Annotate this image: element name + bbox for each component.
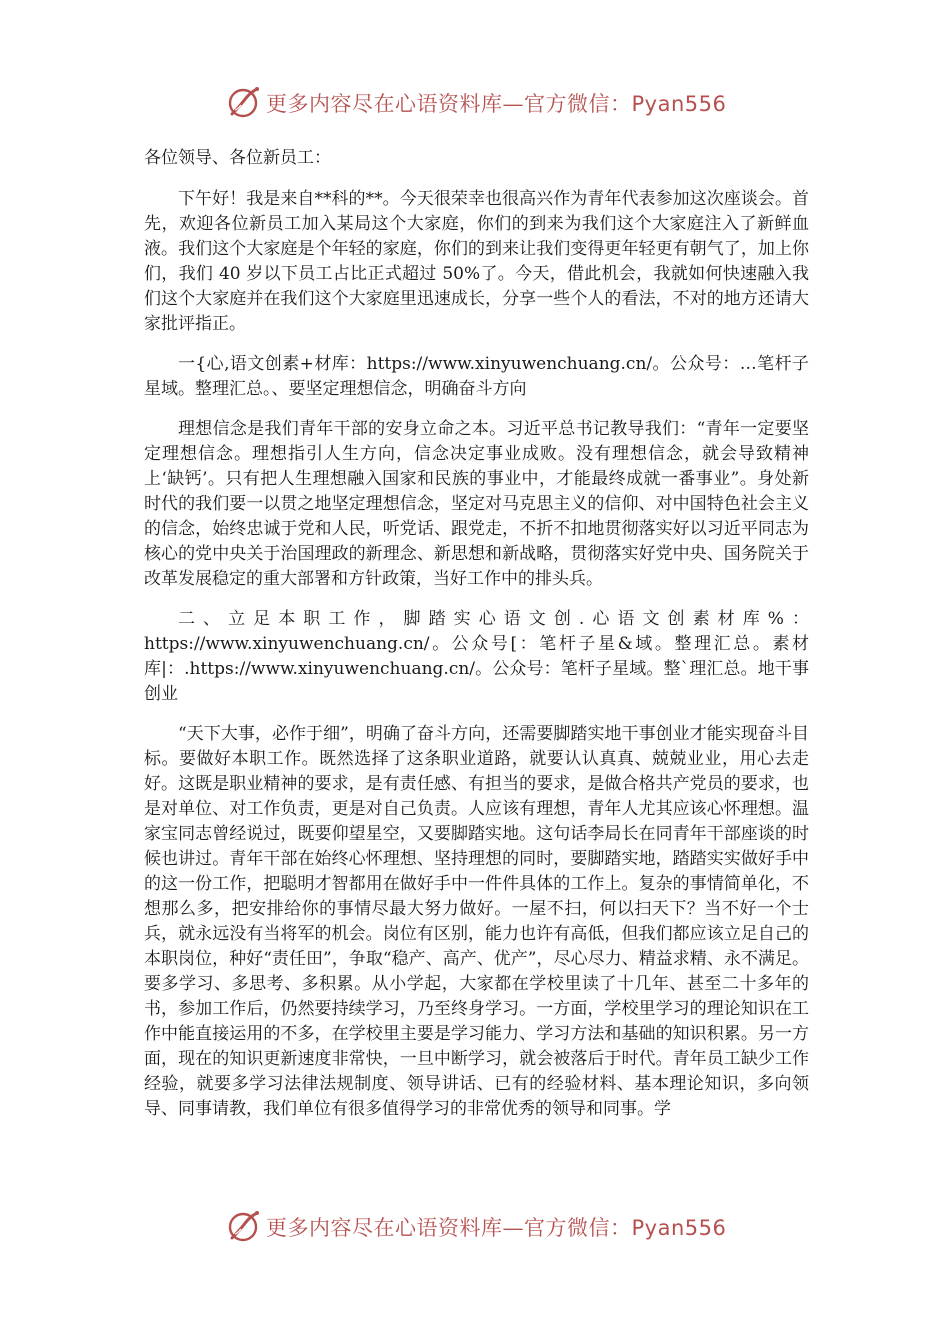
ink-brush-logo-icon — [226, 86, 262, 120]
banner-main-text: 更多内容尽在心语资料库—官方微信： — [266, 92, 632, 116]
document-body — [144, 146, 809, 1137]
salutation: 各位领导、各位新员工： — [144, 148, 331, 168]
paragraph-work: “天下大事，必作于细”，明确了奋斗方向，还需要脚踏实地干事创业才能实现奋斗目标。要做好本职工作。既然选择了这条职业道路，就要认认真真、兢兢业业，用心去走好。这既是职业精神的要求，是有责任感、有担当的要求，是做合格共产党员的要求，也是对单位、对工作负责，更是对自己负责。人应该有理想，青年人尤其应该心怀理想。温家宝同志曾经说过，既要仰望星空，又要脚踏实地。这句话李局长在同青年干部座谈的时候也讲过。青年干部在始终心怀理想、坚持理想的同时，要脚踏实地，踏踏实实做好手中的这一份工作，把聪明才智都用在做好手中一件件具体的工作上。复杂的事情简单化，不想那么多，把安排给你的事情尽最大努力做好。一屋不扫，何以扫天下？当不好一个士兵，就永远没有当将军的机会。岗位有区别，能力也许有高低，但我们都应该立足自己的本职岗位，种好“责任田”，争取“稳产、高产、优产”，尽心尽力、精益求精、永不满足。要多学习、多思考、多积累。从小学起，大家都在学校里读了十几年、甚至二十多年的书，参加工作后，仍然要持续学习，乃至终身学习。一方面，学校里学习的理论知识在工作中能直接运用的不多，在学校里主要是学习能力、学习方法和基础的知识积累。另一方面，现在的知识更新速度非常快，一旦中断学习，就会被落后于时代。青年员工缺少工作经验，就要多学习法律法规制度、领导讲话、已有的经验材料、基本理论知识，多向领导、同事请教，我们单位有很多值得学习的非常优秀的领导和同事。学 — [144, 724, 809, 1119]
footer-watermark-banner — [0, 1208, 950, 1248]
section-heading-1: 一{心,语文创素+材库：https://www.xinyuwenchuang.cn/。公众号：…笔杆子星域。整理汇总。、要坚定理想信念，明确奋斗方向 — [144, 354, 809, 399]
banner-wechat-id: Pyan556 — [631, 1216, 727, 1240]
section-heading-2: 二、立足本职工作，脚踏实心语文创.心语文创素材库%：https://www.xinyuwenchuang.cn/。公众号[：笔杆子星&域。整理汇总。素材库|：.https://www.xinyuwenchuang.cn/。公众号：笔杆子星域。整`理汇总。地干事创业 — [144, 609, 809, 704]
banner-main-text: 更多内容尽在心语资料库—官方微信： — [266, 1216, 632, 1240]
ink-brush-logo-icon — [226, 1210, 262, 1244]
header-watermark-banner — [0, 84, 950, 124]
paragraph-ideals: 理想信念是我们青年干部的安身立命之本。习近平总书记教导我们：“青年一定要坚定理想信念。理想指引人生方向，信念决定事业成败。没有理想信念，就会导致精神上‘缺钙’。只有把人生理想融入国家和民族的事业中，才能最终成就一番事业”。身处新时代的我们要一以贯之地坚定理想信念，坚定对马克思主义的信仰、对中国特色社会主义的信念，始终忠诚于党和人民，听党话、跟党走，不折不扣地贯彻落实好以习近平同志为核心的党中央关于治国理政的新理念、新思想和新战略，贯彻落实好党中央、国务院关于改革发展稳定的重大部署和方针政策，当好工作中的排头兵。 — [144, 419, 809, 589]
banner-text — [266, 90, 726, 118]
paragraph-greeting: 下午好！我是来自**科的**。今天很荣幸也很高兴作为青年代表参加这次座谈会。首先，欢迎各位新员工加入某局这个大家庭，你们的到来为我们这个大家庭注入了新鲜血液。我们这个大家庭是个年轻的家庭，你们的到来让我们变得更年轻更有朝气了，加上你们，我们 40 岁以下员工占比正式超过 50%了。今天，借此机会，我就如何快速融入我们这个大家庭并在我们这个大家庭里迅速成长，分享一些个人的看法，不对的地方还请大家批评指正。 — [144, 189, 809, 334]
banner-wechat-id: Pyan556 — [631, 92, 727, 116]
banner-text — [266, 1214, 726, 1242]
